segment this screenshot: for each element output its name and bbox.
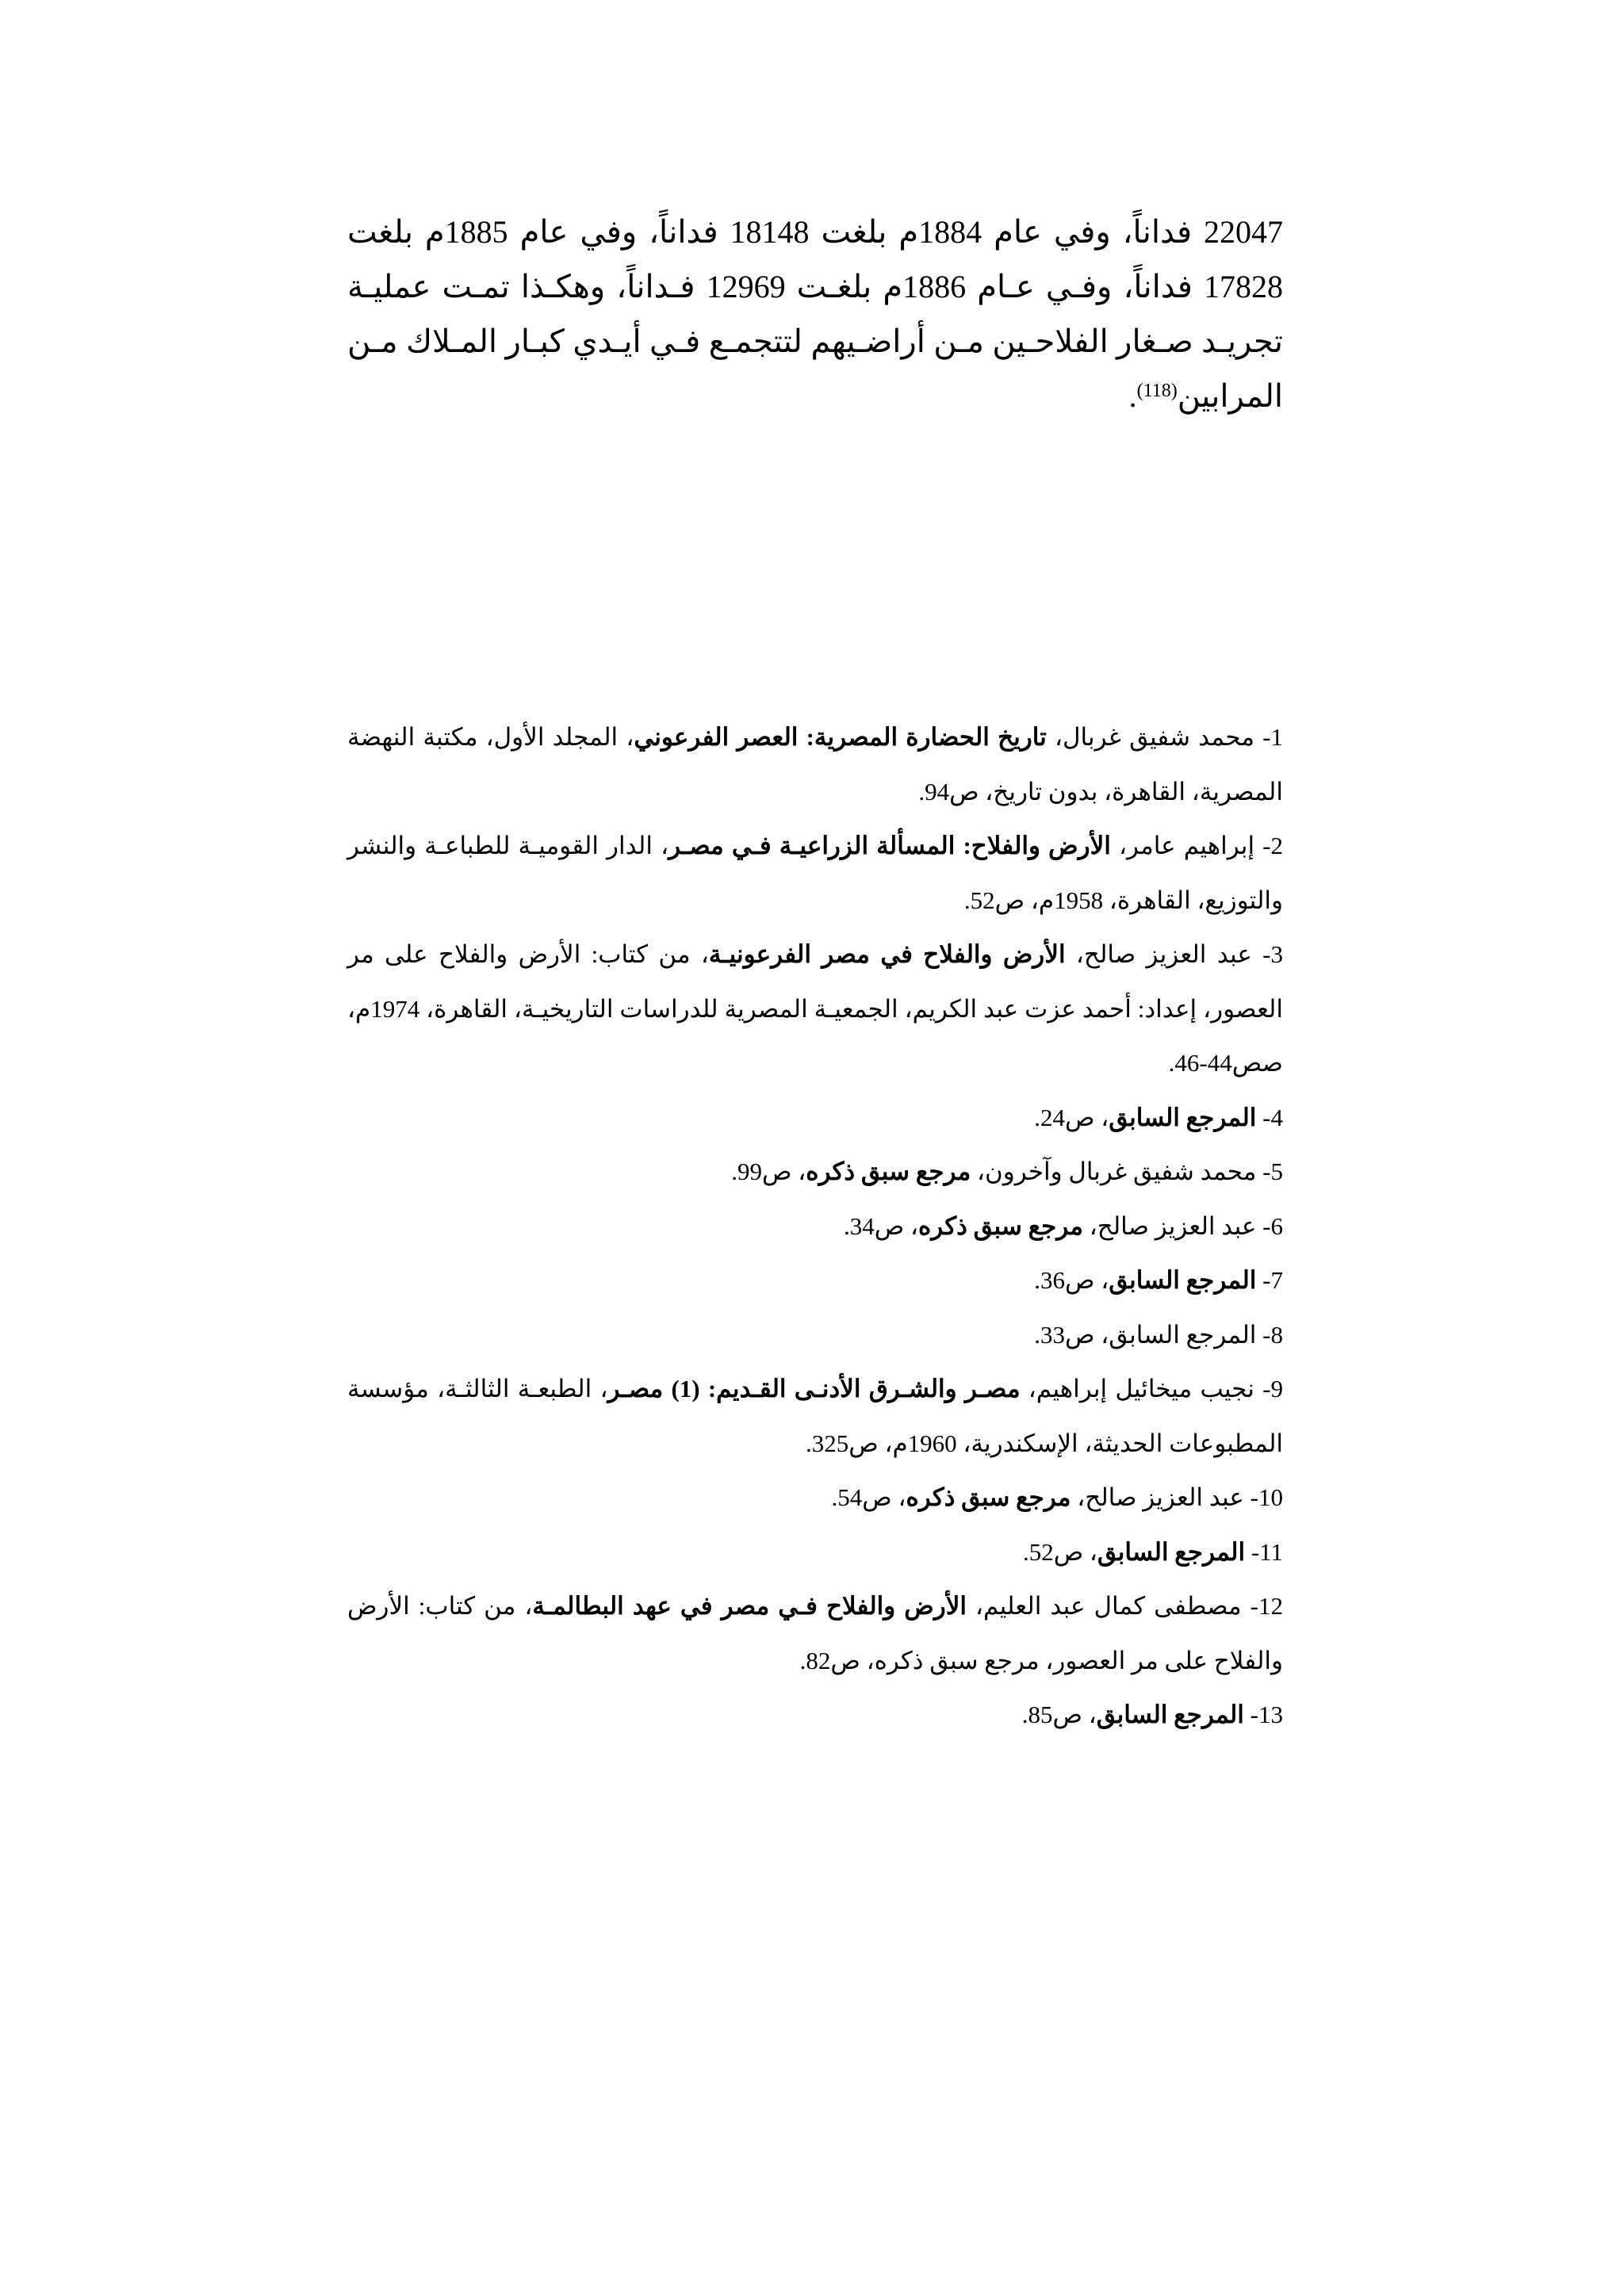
footnote-text: 12- مصطفى كمال عبد العليم، bbox=[967, 1592, 1283, 1620]
footnote-bold-title: مرجع سبق ذكره bbox=[918, 1211, 1083, 1240]
footnote-bold-title: المرجع السابق bbox=[1109, 1103, 1257, 1131]
footnote-text: 6- عبد العزيز صالح، bbox=[1082, 1211, 1283, 1240]
footnote-item bbox=[347, 1200, 1283, 1254]
footnote-text: ، ص36. bbox=[1034, 1266, 1109, 1294]
footnote-text: 1- محمد شفيق غربال، bbox=[1046, 723, 1283, 751]
footnote-item bbox=[347, 1688, 1283, 1743]
footnote-bold-title: الأرض والفلاح فـي مصر في عهد البطالمـة bbox=[532, 1592, 967, 1620]
footnote-item bbox=[347, 1362, 1283, 1471]
footnote-item bbox=[347, 1525, 1283, 1580]
footnote-item bbox=[347, 1579, 1283, 1688]
footnote-bold-title: المرجع السابق bbox=[1109, 1266, 1257, 1294]
footnote-text: 13- bbox=[1243, 1701, 1283, 1728]
footnote-text: 11- bbox=[1245, 1537, 1283, 1566]
footnote-text: 10- عبد العزيز صالح، bbox=[1071, 1483, 1283, 1511]
footnote-item bbox=[347, 1308, 1283, 1363]
footnote-bold-title: المرجع السابق bbox=[1097, 1537, 1246, 1566]
footnote-item bbox=[347, 928, 1283, 1091]
footnote-text: 2- إبراهيم عامر، bbox=[1110, 832, 1283, 859]
footnote-text: ، ص54. bbox=[831, 1483, 906, 1511]
footnote-item bbox=[347, 710, 1283, 819]
footnote-text: ، ص85. bbox=[1021, 1701, 1097, 1728]
footnote-text: ، المجلد الأول، مكتبة النهضة المصرية، القاهرة، بدون تاريخ، ص94. bbox=[347, 723, 1283, 806]
footnote-text: ، الطبعـة الثالثـة، مؤسسة المطبوعات الحديثة، الإسكندرية، 1960م، ص325. bbox=[347, 1375, 1283, 1457]
footnote-bold-title: تاريخ الحضارة المصرية: العصر الفرعوني bbox=[634, 723, 1047, 751]
footnote-text: 9- نجيب ميخائيل إبراهيم، bbox=[1020, 1375, 1283, 1402]
footnote-text: 3- عبد العزيز صالح، bbox=[1065, 940, 1283, 968]
footnote-bold-title: الأرض والفلاح: المسألة الزراعيـة فـي مصـر bbox=[668, 832, 1111, 859]
footnote-text: 8- المرجع السابق، ص33. bbox=[1034, 1320, 1283, 1349]
paragraph-end-punct: . bbox=[1128, 378, 1137, 414]
footnote-bold-title: الأرض والفلاح في مصر الفرعونيـة bbox=[708, 940, 1066, 968]
footnote-text: ، من كتاب: الأرض والفلاح على مر العصور، مرجع سبق ذكره، ص82. bbox=[347, 1592, 1283, 1674]
body-paragraph bbox=[347, 205, 1283, 423]
footnote-item bbox=[347, 819, 1283, 928]
footnote-item bbox=[347, 1091, 1283, 1146]
footnote-text: ، الدار القوميـة للطباعـة والنشر والتوزيع، القاهرة، 1958م، ص52. bbox=[347, 832, 1283, 914]
footnote-bold-title: مرجع سبق ذكره bbox=[806, 1158, 971, 1185]
footnote-bold-title: مرجع سبق ذكره bbox=[906, 1483, 1071, 1511]
footnote-text: ، ص52. bbox=[1022, 1537, 1097, 1566]
footnote-reference: (118) bbox=[1136, 381, 1178, 401]
footnote-text: 7- bbox=[1256, 1266, 1283, 1294]
footnotes-list bbox=[347, 710, 1283, 1743]
paragraph-text: 22047 فداناً، وفي عام 1884م بلغت 18148 فداناً، وفي عام 1885م بلغت 17828 فداناً، وفـي عـام 1886م بلغـت 12969 فـداناً، وهكـذا تمـت عمليـة تجريـد صـغار الفلاحـين مـن أراضـيهم لتتجمـع فـي أيـدي كبـار المـلاك مـن المرابين bbox=[347, 214, 1284, 414]
body-text-block bbox=[347, 205, 1283, 423]
footnote-text: ، ص34. bbox=[844, 1211, 918, 1240]
footnote-text: 4- bbox=[1256, 1103, 1283, 1131]
footnote-bold-title: مصـر والشـرق الأدنـى القـديم: (1) مصـر bbox=[607, 1375, 1021, 1402]
footnote-item bbox=[347, 1253, 1283, 1308]
footnote-item bbox=[347, 1145, 1283, 1200]
footnote-text: 5- محمد شفيق غربال وآخرون، bbox=[971, 1158, 1283, 1185]
footnote-text: ، ص24. bbox=[1034, 1103, 1109, 1131]
footnote-item bbox=[347, 1471, 1283, 1525]
footnote-text: ، ص99. bbox=[731, 1158, 806, 1185]
footnote-bold-title: المرجع السابق bbox=[1096, 1701, 1244, 1728]
footnote-text: ، من كتاب: الأرض والفلاح على مر العصور، إعداد: أحمد عزت عبد الكريم، الجمعيـة المصرية للدراسات التاريخيـة، القاهرة، 1974م، صص44-46. bbox=[347, 940, 1283, 1077]
